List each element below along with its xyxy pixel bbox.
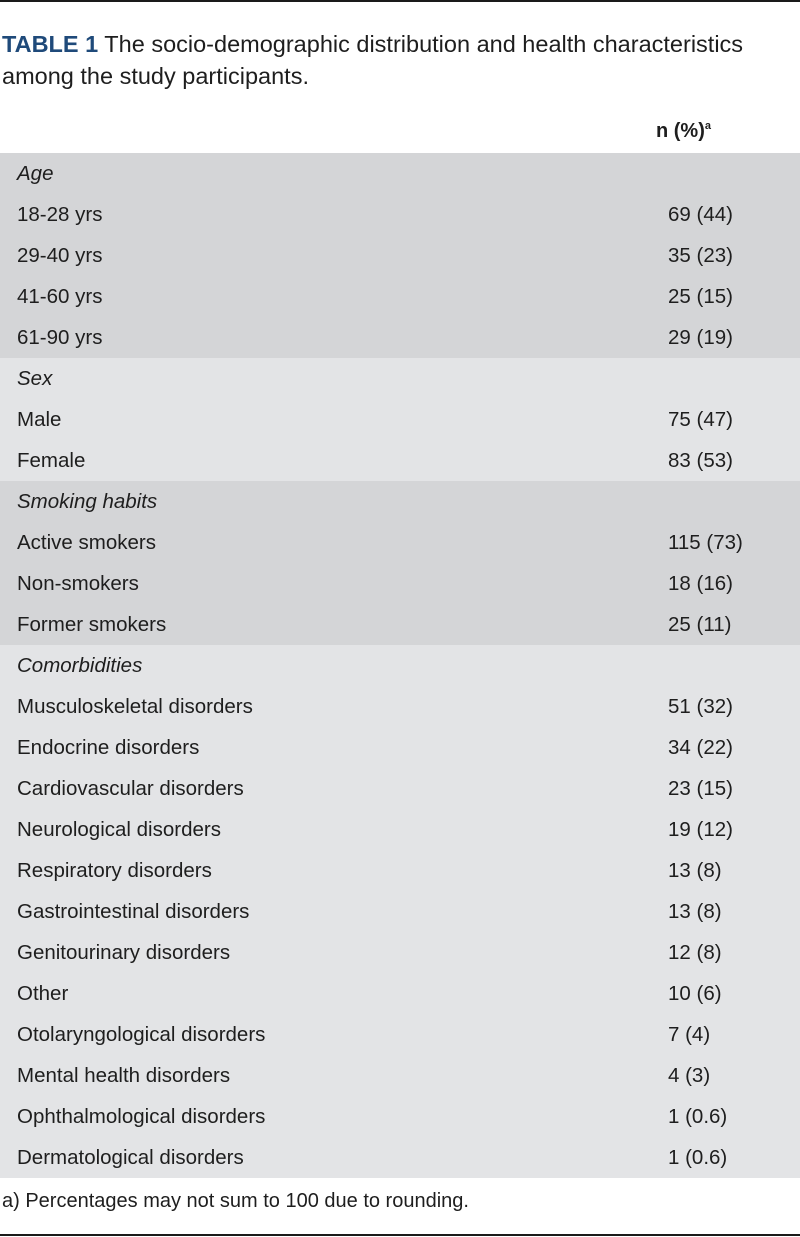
row-value: 69 (44): [668, 203, 733, 226]
row-value: 25 (15): [668, 285, 733, 308]
group-heading-row: [0, 358, 800, 399]
table-row: [0, 399, 800, 440]
table-group: [0, 153, 800, 358]
table-number: TABLE 1: [2, 31, 99, 57]
row-label: Genitourinary disorders: [17, 941, 231, 964]
table-row: [0, 932, 800, 973]
table-row: [0, 276, 800, 317]
row-label: 18-28 yrs: [17, 203, 103, 226]
row-value: 51 (32): [668, 695, 733, 718]
row-value: 34 (22): [668, 736, 733, 759]
row-value: 1 (0.6): [668, 1105, 728, 1128]
row-value: 7 (4): [668, 1023, 711, 1046]
table-row: [0, 686, 800, 727]
table-row: [0, 1096, 800, 1137]
caption-text: The socio-demographic distribution and health characteristics among the study participants.: [2, 31, 744, 89]
table-row: [0, 235, 800, 276]
row-label: Mental health disorders: [17, 1064, 231, 1087]
row-label: Dermatological disorders: [17, 1146, 244, 1169]
table-row: [0, 194, 800, 235]
data-table: [0, 153, 800, 1178]
group-heading: Smoking habits: [17, 490, 158, 513]
group-heading: Age: [17, 162, 54, 185]
footnote-marker: a: [704, 120, 712, 132]
table-group: [0, 645, 800, 1178]
row-value: 83 (53): [668, 449, 733, 472]
table-row: [0, 1137, 800, 1178]
column-header-text: n (%): [656, 120, 705, 142]
row-value: 35 (23): [668, 244, 733, 267]
group-heading-row: [0, 645, 800, 686]
table-row: [0, 850, 800, 891]
table-row: [0, 1055, 800, 1096]
column-header-n-percent: [656, 120, 711, 143]
row-label: Cardiovascular disorders: [17, 777, 244, 800]
row-label: Neurological disorders: [17, 818, 221, 841]
row-label: Gastrointestinal disorders: [17, 900, 250, 923]
table-row: [0, 768, 800, 809]
row-value: 75 (47): [668, 408, 733, 431]
bottom-rule: [0, 1234, 800, 1236]
group-heading-row: [0, 481, 800, 522]
group-heading: Sex: [17, 367, 53, 390]
table-row: [0, 809, 800, 850]
table-row: [0, 891, 800, 932]
row-label: 61-90 yrs: [17, 326, 103, 349]
table-row: [0, 1014, 800, 1055]
row-value: 12 (8): [668, 941, 722, 964]
row-value: 19 (12): [668, 818, 733, 841]
table-caption: [2, 28, 792, 92]
table-row: [0, 727, 800, 768]
row-value: 115 (73): [668, 531, 743, 554]
row-label: Female: [17, 449, 86, 472]
row-value: 29 (19): [668, 326, 733, 349]
row-value: 25 (11): [668, 613, 732, 636]
table-row: [0, 973, 800, 1014]
row-label: 41-60 yrs: [17, 285, 103, 308]
row-value: 1 (0.6): [668, 1146, 728, 1169]
row-label: Otolaryngological disorders: [17, 1023, 266, 1046]
table-group: [0, 481, 800, 645]
row-label: Respiratory disorders: [17, 859, 212, 882]
row-label: Male: [17, 408, 62, 431]
table-row: [0, 317, 800, 358]
row-value: 13 (8): [668, 900, 722, 923]
table-row: [0, 522, 800, 563]
row-label: Other: [17, 982, 69, 1005]
row-label: Musculoskeletal disorders: [17, 695, 253, 718]
top-rule: [0, 0, 800, 2]
table-row: [0, 440, 800, 481]
table-group: [0, 358, 800, 481]
row-value: 4 (3): [668, 1064, 711, 1087]
row-label: Ophthalmological disorders: [17, 1105, 266, 1128]
row-value: 10 (6): [668, 982, 722, 1005]
table-row: [0, 563, 800, 604]
row-value: 23 (15): [668, 777, 733, 800]
table-row: [0, 604, 800, 645]
row-label: Former smokers: [17, 613, 167, 636]
row-label: Non-smokers: [17, 572, 139, 595]
row-label: Endocrine disorders: [17, 736, 200, 759]
group-heading-row: [0, 153, 800, 194]
row-value: 13 (8): [668, 859, 722, 882]
table-footnote: a) Percentages may not sum to 100 due to rounding.: [2, 1190, 469, 1212]
row-value: 18 (16): [668, 572, 733, 595]
row-label: 29-40 yrs: [17, 244, 103, 267]
row-label: Active smokers: [17, 531, 156, 554]
group-heading: Comorbidities: [17, 654, 143, 677]
